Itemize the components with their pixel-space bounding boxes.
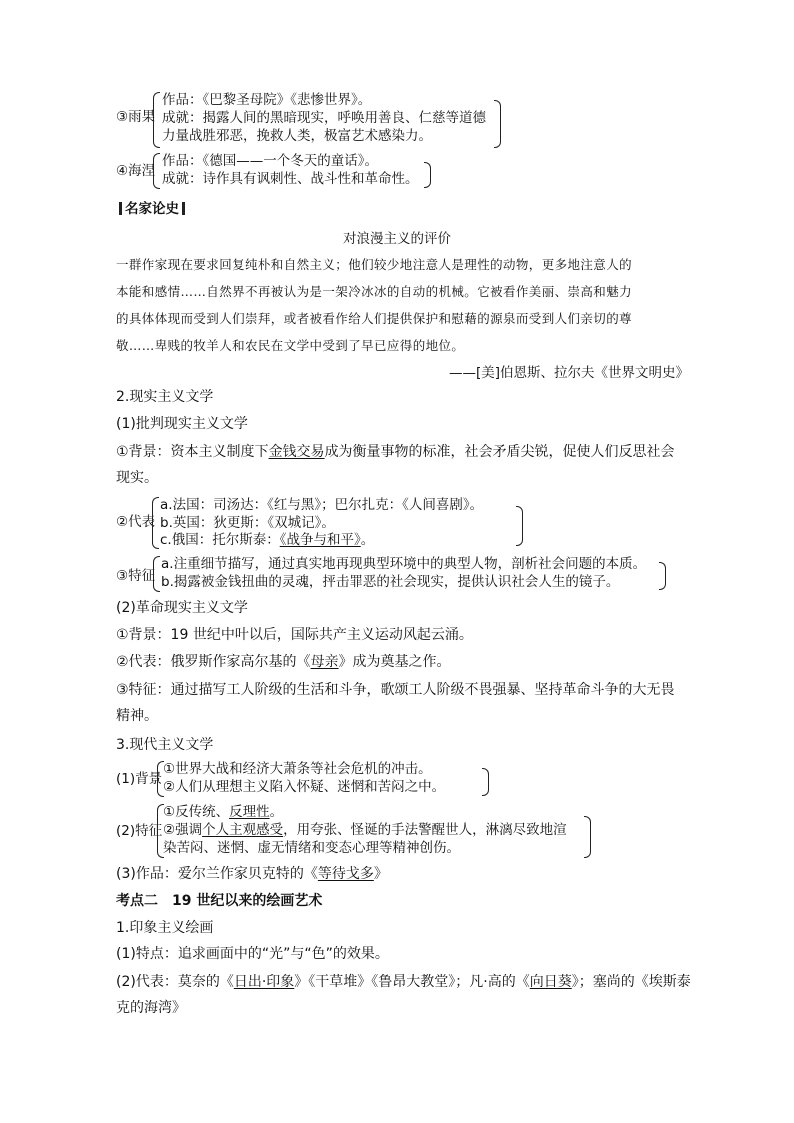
sunrise-impression-underline: 日出·印象	[233, 974, 295, 990]
modernism-feat-right-brace	[584, 816, 591, 858]
heine-left-brace	[153, 153, 160, 189]
critical-feat-label: ③特征	[116, 568, 156, 584]
revolutionary-feat-1: ③特征：通过描写工人阶级的生活和斗争，歌颂工人阶级不畏强暴、坚持革命斗争的大无畏	[116, 682, 675, 698]
mingjia-line-2: 本能和感情……自然界不再被认为是一架冷冰冰的自动的机械。它被看作美丽、崇高和魅力	[116, 284, 633, 299]
modernism-bg-2: ②人们从理想主义陷入怀疑、迷惘和苦闷之中。	[163, 779, 446, 795]
mother-underline: 母亲	[310, 654, 339, 670]
critical-rep-c: c.俄国：托尔斯泰：《战争与和平》。	[160, 532, 375, 548]
critical-rep-right-brace	[516, 506, 523, 546]
mingjia-tag-text: 名家论史	[125, 201, 179, 217]
hugo-achieve-2: 力量战胜邪恶，挽救人类，极富艺术感染力。	[162, 128, 432, 144]
heine-works: 作品：《德国——一个冬天的童话》。	[162, 153, 378, 169]
realism-heading: 2.现实主义文学	[116, 389, 214, 405]
critical-feat-left-brace	[153, 556, 160, 592]
critical-background-2: 现实。	[116, 470, 158, 486]
impressionism-feat: (1)特点：追求画面中的“光”与“色”的效果。	[116, 946, 389, 962]
money-trade-underline: 金钱交易	[268, 444, 325, 460]
critical-background: ①背景：资本主义制度下金钱交易成为衡量事物的标准，社会矛盾尖锐，促使人们反思社会	[116, 444, 675, 460]
revolutionary-background: ①背景：19 世纪中叶以后，国际共产主义运动风起云涌。	[116, 627, 473, 643]
modernism-works: (3)作品：爱尔兰作家贝克特的《等待戈多》	[116, 866, 388, 882]
revolutionary-feat-2: 精神。	[116, 708, 158, 724]
modernism-bg-1: ①世界大战和经济大萧条等社会危机的冲击。	[163, 761, 432, 777]
modernism-feat-2: ②强调个人主观感受，用夸张、怪诞的手法警醒世人，淋漓尽致地渲	[163, 822, 567, 838]
critical-rep-left-brace	[152, 497, 159, 549]
modernism-feat-3: 染苦闷、迷惘、虚无情绪和变态心理等精神创伤。	[163, 840, 460, 856]
critical-feat-a: a.注重细节描写，通过真实地再现典型环境中的典型人物，剖析社会问题的本质。	[161, 556, 647, 572]
revolutionary-heading: (2)革命现实主义文学	[116, 600, 248, 616]
hugo-works: 作品：《巴黎圣母院》《悲惨世界》。	[162, 92, 372, 108]
hugo-label: ③雨果	[116, 109, 156, 125]
anti-rational-underline: 反理性	[229, 804, 270, 820]
war-and-peace-underline: 《战争与和平》	[279, 532, 361, 548]
kaodian2-heading: 考点二 19 世纪以来的绘画艺术	[116, 893, 323, 909]
impressionism-rep: (2)代表：莫奈的《日出·印象》《干草堆》《鲁昂大教堂》；凡·高的《向日葵》；塞尚的《埃斯泰	[116, 974, 691, 990]
critical-feat-b: b.揭露被金钱扭曲的灵魂，抨击罪恶的社会现实，提供认识社会人生的镜子。	[161, 574, 620, 590]
critical-rep-label: ②代表	[116, 514, 156, 530]
subjective-feeling-underline: 个人主观感受	[202, 822, 284, 838]
critical-heading: (1)批判现实主义文学	[116, 416, 248, 432]
impressionism-rep-2: 克的海湾》	[116, 1000, 186, 1016]
mingjia-line-4: 敬……卑贱的牧羊人和农民在文学中受到了早已应得的地位。	[116, 338, 465, 353]
critical-rep-b: b.英国：狄更斯：《双城记》。	[160, 515, 335, 531]
critical-rep-a: a.法国：司汤达：《红与黑》；巴尔扎克：《人间喜剧》。	[160, 497, 484, 513]
sunflowers-underline: 向日葵	[529, 974, 572, 990]
hugo-right-brace	[494, 100, 501, 148]
mingjia-title: 对浪漫主义的评价	[343, 231, 451, 247]
modernism-bg-right-brace	[482, 768, 489, 796]
heine-achieve: 成就：诗作具有讽刺性、战斗性和革命性。	[162, 171, 419, 187]
mingjia-line-3: 的具体体现而受到人们崇拜，或者被看作给人们提供保护和慰藉的源泉而受到人们亲切的尊	[116, 311, 633, 326]
hugo-achieve-1: 成就：揭露人间的黑暗现实，呼唤用善良、仁慈等道德	[162, 110, 486, 126]
critical-feat-right-brace	[659, 562, 666, 590]
waiting-for-godot-underline: 等待戈多	[317, 866, 374, 882]
impressionism-heading: 1.印象主义绘画	[116, 920, 214, 936]
modernism-bg-label: (1)背景	[116, 771, 163, 787]
revolutionary-rep: ②代表：俄罗斯作家高尔基的《母亲》成为奠基之作。	[116, 654, 451, 670]
heine-right-brace	[424, 162, 431, 188]
modernism-feat-label: (2)特征	[116, 823, 163, 839]
hugo-left-brace	[153, 92, 160, 148]
mingjia-source: ——[美]伯恩斯、拉尔夫《世界文明史》	[448, 365, 689, 381]
mingjia-line-1: 一群作家现在要求回复纯朴和自然主义；他们较少地注意人是理性的动物，更多地注意人的	[116, 257, 633, 272]
modernism-feat-1: ①反传统、反理性。	[163, 804, 284, 820]
modernism-heading: 3.现代主义文学	[116, 737, 214, 753]
heine-label: ④海涅	[116, 163, 156, 179]
mingjia-tag	[116, 201, 188, 217]
